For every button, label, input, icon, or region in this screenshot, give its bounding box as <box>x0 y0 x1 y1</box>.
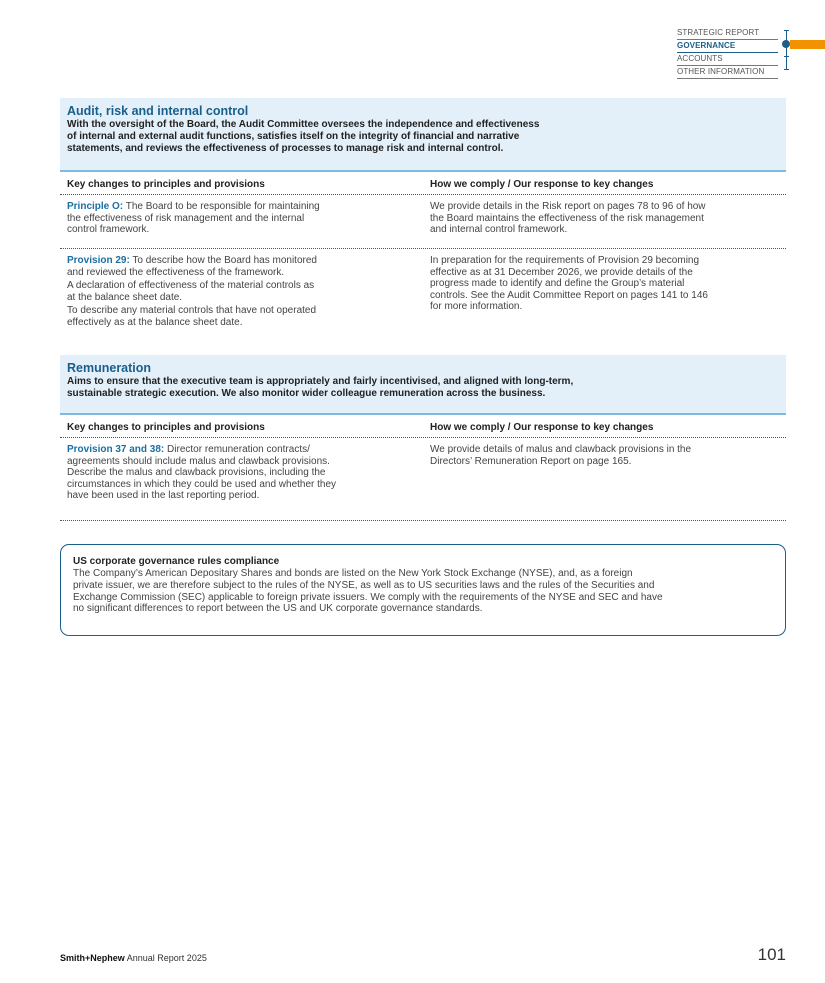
table-header-row <box>60 173 786 195</box>
provision-text: Director remuneration contracts/ <box>164 444 310 455</box>
section-nav <box>677 27 778 79</box>
footer-brand <box>60 953 207 963</box>
nav-indicator-tick <box>784 56 789 57</box>
us-governance-text: The Company’s American Depositary Shares and bonds are listed on the New York Stock Exchange (NYSE), and, as a foreign <box>73 568 633 579</box>
us-governance-text: Exchange Commission (SEC) applicable to foreign private issuers. We comply with the requirements of the NYSE and SEC and have <box>73 591 663 603</box>
response-text: for more information. <box>430 301 523 312</box>
us-governance-title: US corporate governance rules compliance <box>73 556 280 567</box>
section-title: Audit, risk and internal control <box>67 104 249 118</box>
us-governance-text: no significant differences to report between the US and UK corporate governance standards. <box>73 603 483 615</box>
column-header-left: Key changes to principles and provisions <box>67 179 265 190</box>
nav-item-strategic-report[interactable]: STRATEGIC REPORT <box>677 27 778 40</box>
cell-response <box>430 201 780 236</box>
us-governance-box <box>60 544 786 636</box>
provision-text: control framework. <box>67 224 150 235</box>
response-text: Directors’ Remuneration Report on page 165. <box>430 455 632 467</box>
cell-provision <box>67 201 407 236</box>
provision-text: the effectiveness of risk management and the internal <box>67 212 305 224</box>
provision-text: Describe the malus and clawback provisions, including the <box>67 467 326 478</box>
nav-indicator-tick <box>784 69 789 70</box>
column-header-right: How we comply / Our response to key changes <box>430 422 654 433</box>
provision-text: To describe any material controls that have not operated <box>67 305 317 316</box>
table-row-provision-29 <box>60 250 786 349</box>
cell-response <box>430 255 780 313</box>
cell-provision <box>67 444 407 502</box>
nav-current-marker-dot <box>782 40 790 48</box>
section-intro: With the oversight of the Board, the Audit Committee oversees the independence and effectiveness <box>67 119 540 130</box>
response-text: controls. See the Audit Committee Report on pages 141 to 146 <box>430 289 708 301</box>
provision-text: A declaration of effectiveness of the material controls as <box>67 280 315 291</box>
cell-response <box>430 444 780 467</box>
column-header-left: Key changes to principles and provisions <box>67 422 265 433</box>
section-intro: statements, and reviews the effectiveness of processes to manage risk and internal control. <box>67 143 504 154</box>
nav-item-accounts[interactable]: ACCOUNTS <box>677 53 778 66</box>
brand-name: Smith+Nephew <box>60 953 125 963</box>
response-text: effective as at 31 December 2026, we provide details of the <box>430 266 693 278</box>
nav-indicator-tick <box>784 30 789 31</box>
response-text: and internal control framework. <box>430 224 568 235</box>
page-number: 101 <box>757 945 786 964</box>
column-header-right: How we comply / Our response to key changes <box>430 179 654 190</box>
response-text: progress made to identify and define the Group’s material <box>430 278 685 289</box>
table-row-principle-o <box>60 196 786 249</box>
provision-text: have been used in the last reporting period. <box>67 490 260 501</box>
cell-provision <box>67 255 407 328</box>
table-row-provision-37-38 <box>60 439 786 521</box>
report-name: Annual Report 2025 <box>124 953 207 963</box>
us-governance-text: private issuer, we are therefore subject to the rules of the NYSE, as well as to US securities laws and the rules of the Securities and <box>73 579 655 591</box>
section-intro: Aims to ensure that the executive team is appropriately and fairly incentivised, and aligned with long-term, <box>67 376 574 387</box>
provision-text: at the balance sheet date. <box>67 291 183 303</box>
provision-label: Provision 37 and 38: <box>67 444 165 455</box>
provision-label: Provision 29: <box>67 255 130 266</box>
table-header-row <box>60 416 786 438</box>
provision-text: circumstances in which they could be used and whether they <box>67 478 337 490</box>
section-audit-risk-header <box>60 98 786 172</box>
response-text: In preparation for the requirements of Provision 29 becoming <box>430 255 700 266</box>
section-intro: sustainable strategic execution. We also monitor wider colleague remuneration across the business. <box>67 388 546 399</box>
nav-item-governance[interactable]: GOVERNANCE <box>677 40 778 53</box>
provision-text: agreements should include malus and clawback provisions. <box>67 455 330 467</box>
nav-current-marker-bar <box>790 40 825 49</box>
nav-item-other-information[interactable]: OTHER INFORMATION <box>677 66 778 79</box>
nav-indicator-line <box>786 30 787 70</box>
provision-text: effectively as at the balance sheet date. <box>67 316 243 328</box>
provision-text: To describe how the Board has monitored <box>129 255 317 266</box>
response-text: We provide details of malus and clawback provisions in the <box>430 444 692 455</box>
section-intro: of internal and external audit functions, satisfies itself on the integrity of financial and narrative <box>67 131 520 142</box>
section-title: Remuneration <box>67 361 152 375</box>
provision-text: The Board to be responsible for maintaining <box>123 201 320 212</box>
provision-label: Principle O: <box>67 201 124 212</box>
response-text: the Board maintains the effectiveness of the risk management <box>430 212 704 224</box>
section-remuneration-header <box>60 355 786 415</box>
provision-text: and reviewed the effectiveness of the framework. <box>67 266 285 278</box>
response-text: We provide details in the Risk report on pages 78 to 96 of how <box>430 201 706 212</box>
